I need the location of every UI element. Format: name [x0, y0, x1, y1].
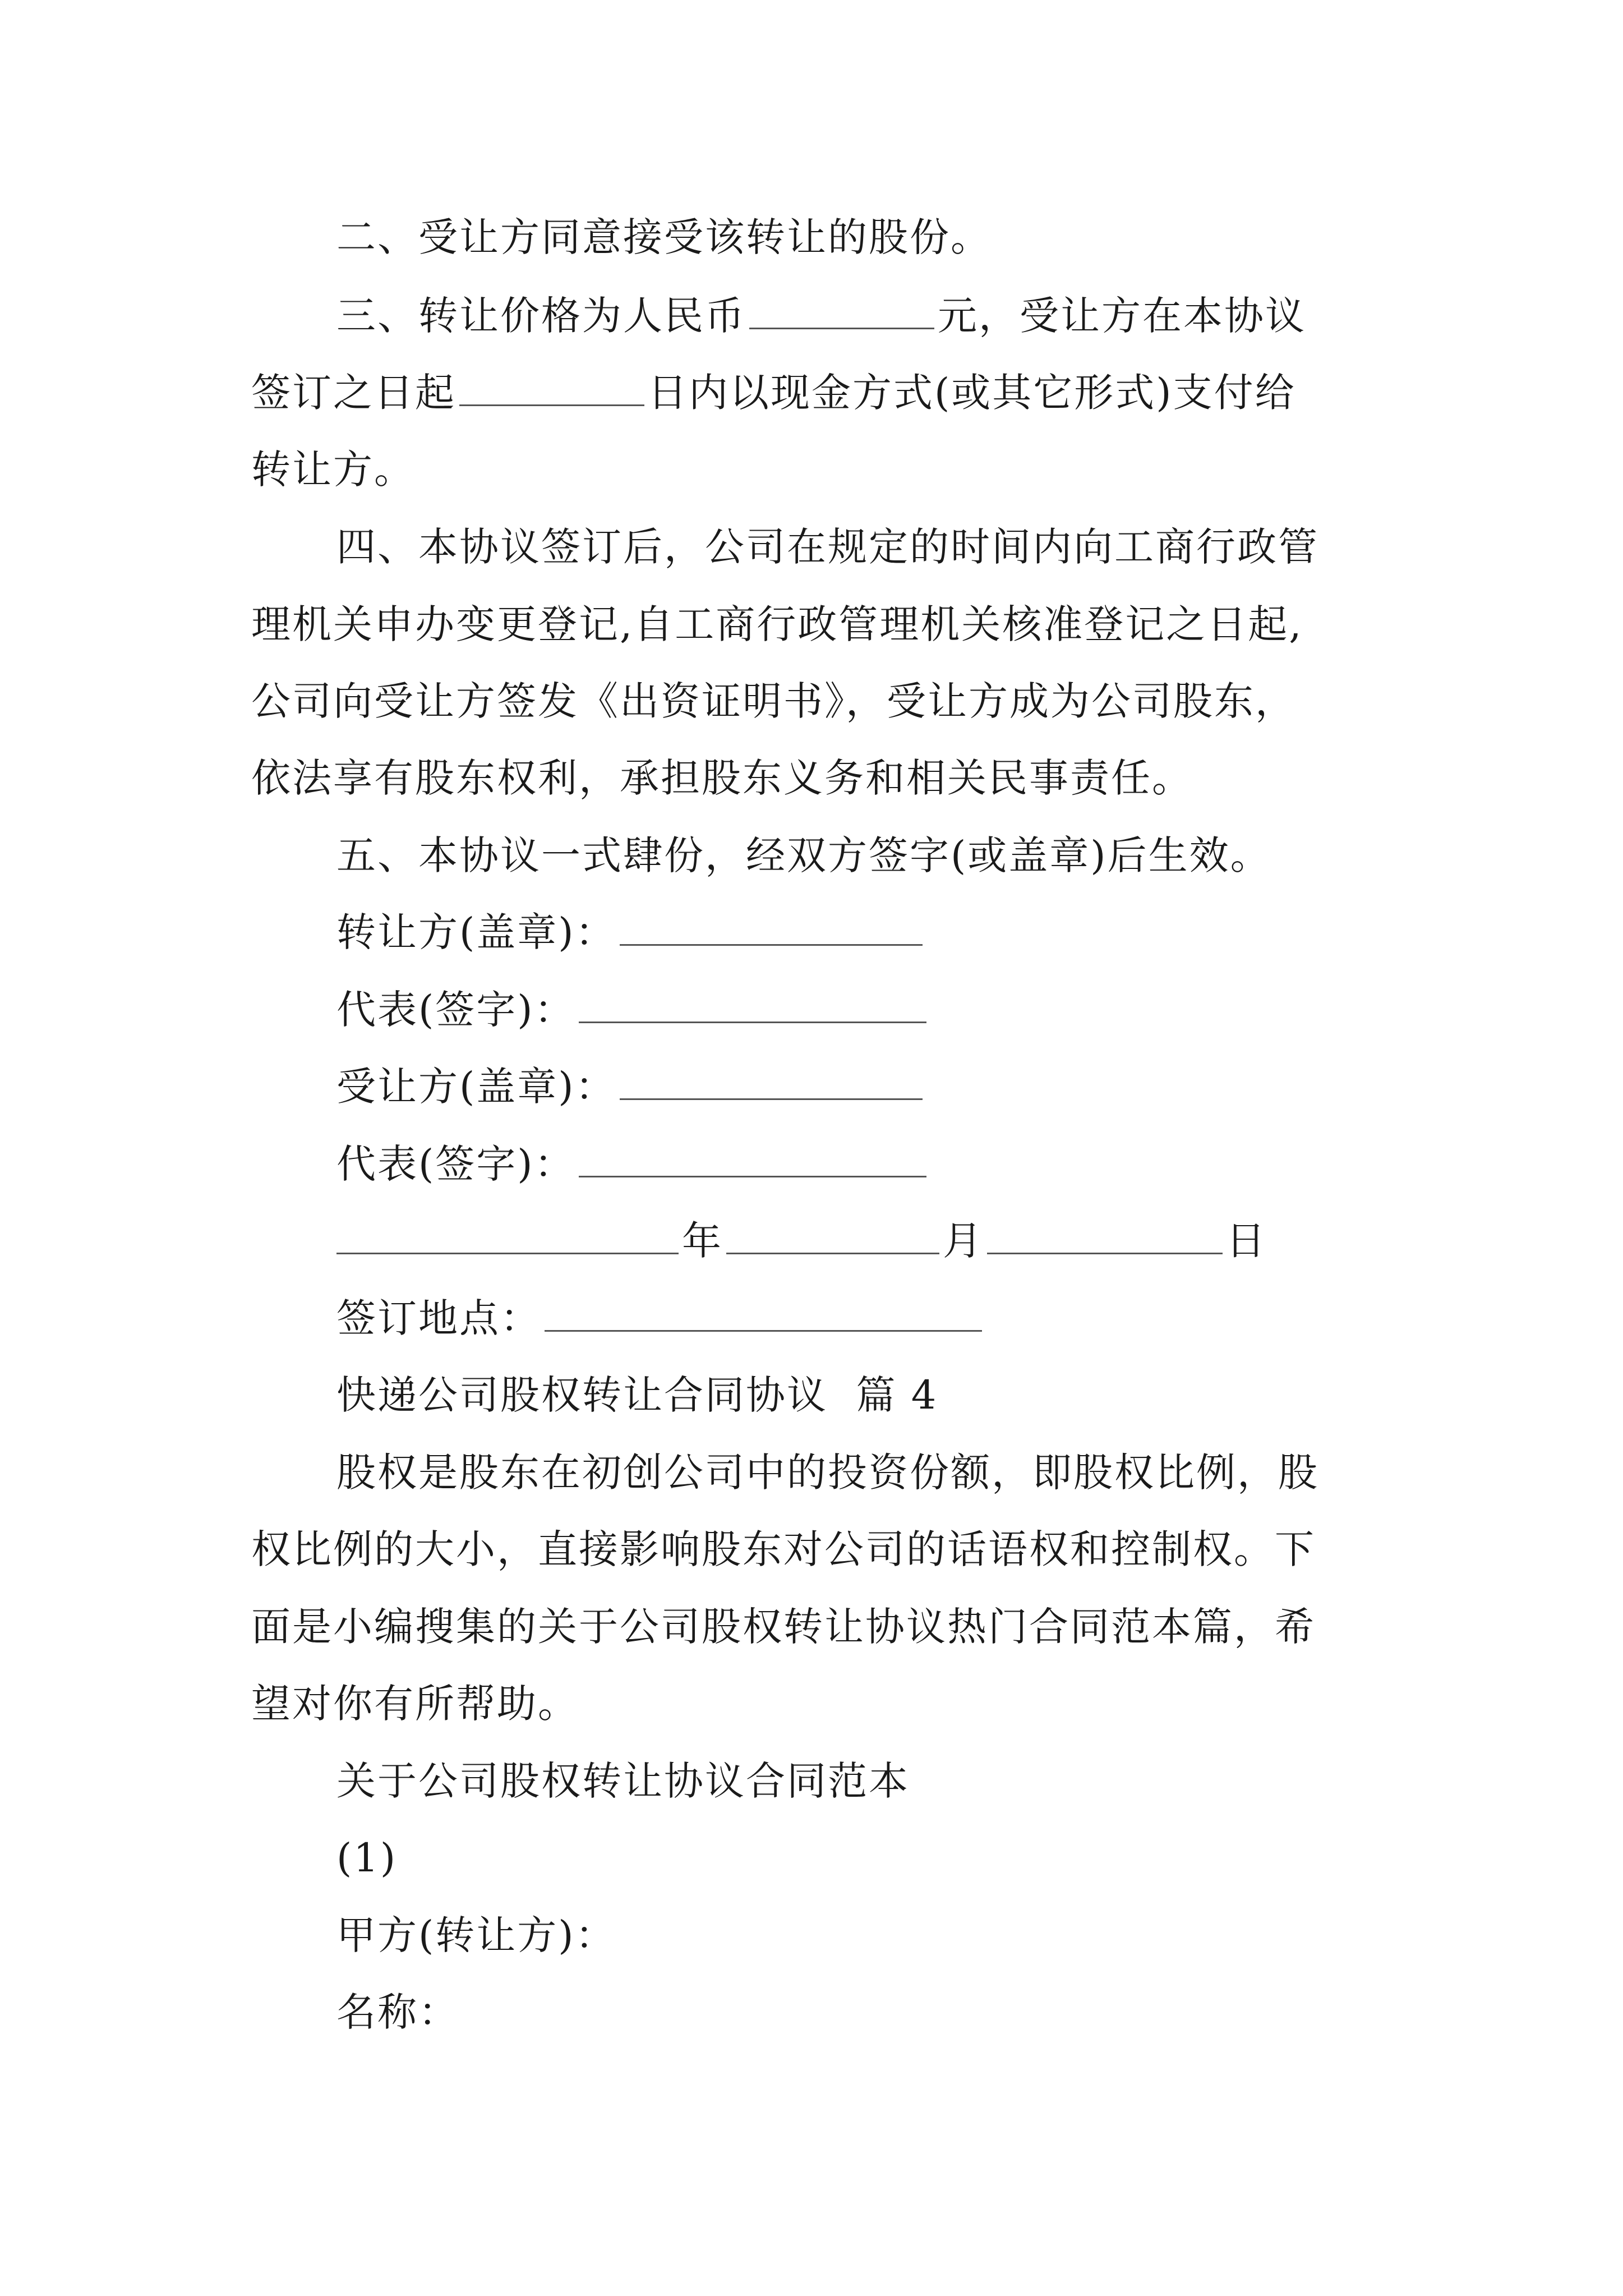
item-number: (1): [336, 1835, 398, 1881]
transferor-rep-line: 代表(签字)：: [336, 984, 930, 1035]
clause-four-line3: 公司向受让方签发《出资证明书》，受让方成为公司股东，: [251, 678, 1296, 724]
transferee-seal-line: 受让方(盖章)：: [336, 1061, 926, 1112]
intro-line2: 权比例的大小，直接影响股东对公司的话语权和控制权。下: [251, 1526, 1316, 1572]
transferor-seal-blank: [620, 909, 923, 946]
transferee-seal-blank: [620, 1064, 923, 1100]
transferee-rep-blank: [579, 1141, 926, 1177]
signing-place-blank: [545, 1295, 982, 1332]
date-line: 年 月 日: [336, 1216, 1267, 1266]
transferee-rep-line: 代表(签字)：: [336, 1139, 930, 1189]
sub-title: 关于公司股权转让协议合同范本: [336, 1758, 910, 1804]
section-title: 快递公司股权转让合同协议 篇 4: [336, 1372, 938, 1418]
intro-line1: 股权是股东在初创公司中的投资份额，即股权比例，股: [336, 1450, 1319, 1496]
name-label: 名称：: [336, 1989, 459, 2035]
clause-two: 二、受让方同意接受该转让的股份。: [336, 214, 992, 260]
clause-four-line2: 理机关申办变更登记,自工商行政管理机关核准登记之日起,: [251, 601, 1303, 647]
signing-place-line: 签订地点：: [336, 1293, 985, 1343]
transferor-rep-blank: [579, 987, 926, 1023]
clause-four-line4: 依法享有股东权利，承担股东义务和相关民事责任。: [251, 755, 1193, 801]
price-blank: [749, 293, 934, 329]
day-blank: [987, 1218, 1223, 1254]
clause-five: 五、本协议一式肆份，经双方签字(或盖章)后生效。: [336, 832, 1271, 878]
month-blank: [726, 1218, 939, 1254]
clause-three-line3: 转让方。: [251, 447, 415, 493]
days-blank: [459, 370, 644, 406]
party-a-label: 甲方(转让方)：: [336, 1912, 616, 1958]
clause-four-line1: 四、本协议签订后，公司在规定的时间内向工商行政管: [336, 524, 1319, 570]
clause-three-line2: 签订之日起 日内以现金方式(或其它形式)支付给: [251, 370, 1296, 416]
intro-line3: 面是小编搜集的关于公司股权转让协议热门合同范本篇，希: [251, 1604, 1316, 1650]
year-blank: [336, 1218, 679, 1254]
intro-line4: 望对你有所帮助。: [251, 1681, 579, 1727]
transferor-seal-line: 转让方(盖章)：: [336, 907, 926, 958]
clause-three-line1: 三、转让价格为人民币 元，受让方在本协议: [336, 293, 1306, 339]
